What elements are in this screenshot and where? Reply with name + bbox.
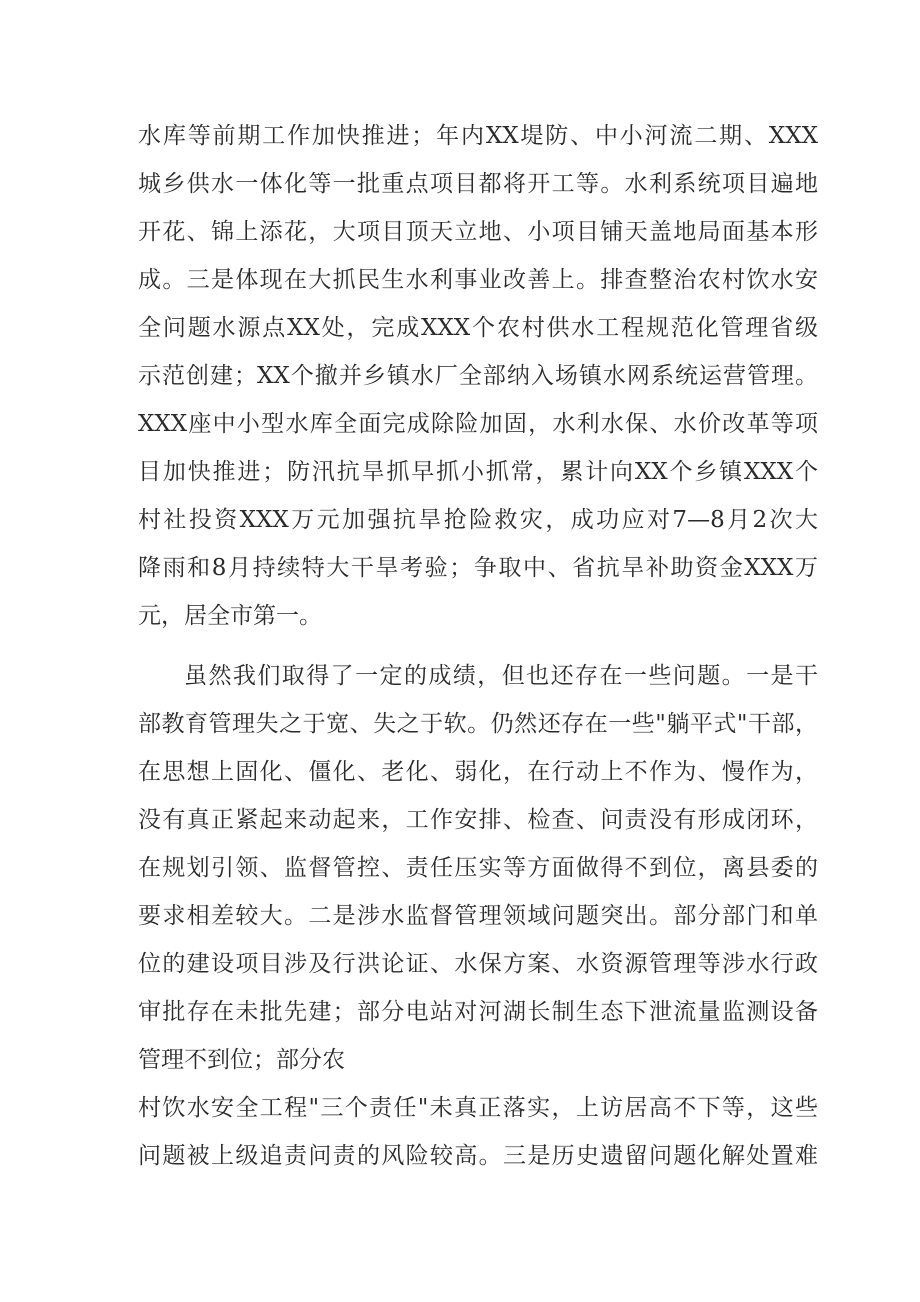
text-line: 目加快推进；防汛抗旱抓早抓小抓常，累计向XX个乡镇XXX个 [138, 459, 818, 485]
text-line: 虽然我们取得了一定的成绩，但也还存在一些问题。一是干 [184, 663, 818, 689]
text-line: 城乡供水一体化等一批重点项目都将开工等。水利系统项目遍地 [138, 171, 818, 197]
text-line: 在规划引领、监督管控、责任压实等方面做得不到位，离县委的 [138, 855, 818, 881]
text-line: 部教育管理失之于宽、失之于软。仍然还存在一些"躺平式"干部， [138, 711, 818, 737]
paragraph-problems [138, 652, 818, 1180]
text-line: 开花、锦上添花，大项目顶天立地、小项目铺天盖地局面基本形 [138, 219, 818, 245]
text-line: 管理不到位；部分农 [138, 1047, 345, 1073]
text-line: 村饮水安全工程"三个责任"未真正落实，上访居高不下等，这些 [138, 1095, 818, 1121]
text-line: 示范创建；XX个撤并乡镇水厂全部纳入场镇水网系统运营管理。 [138, 363, 818, 389]
text-line: 元，居全市第一。 [138, 603, 322, 629]
text-line: 审批存在未批先建；部分电站对河湖长制生态下泄流量监测设备 [138, 999, 818, 1025]
text-line: 要求相差较大。二是涉水监督管理领域问题突出。部分部门和单 [138, 903, 818, 929]
document-body [138, 112, 818, 1180]
paragraph-achievements [138, 112, 818, 640]
text-line: 村社投资XXX万元加强抗旱抢险救灾，成功应对7—8月2次大 [138, 507, 818, 533]
text-line: 降雨和8月持续特大干旱考验；争取中、省抗旱补助资金XXX万 [138, 555, 818, 581]
text-line: 全问题水源点XX处，完成XXX个农村供水工程规范化管理省级 [138, 315, 818, 341]
text-line: XXX座中小型水库全面完成除险加固，水利水保、水价改革等项 [138, 411, 818, 437]
text-line: 在思想上固化、僵化、老化、弱化，在行动上不作为、慢作为， [138, 759, 818, 785]
text-line: 成。三是体现在大抓民生水利事业改善上。排查整治农村饮水安 [138, 267, 818, 293]
text-line: 水库等前期工作加快推进；年内XX堤防、中小河流二期、XXX [138, 123, 818, 149]
text-line: 位的建设项目涉及行洪论证、水保方案、水资源管理等涉水行政 [138, 951, 818, 977]
text-line: 问题被上级追责问责的风险较高。三是历史遗留问题化解处置难 [138, 1143, 818, 1169]
text-line: 没有真正紧起来动起来，工作安排、检查、问责没有形成闭环， [138, 807, 818, 833]
